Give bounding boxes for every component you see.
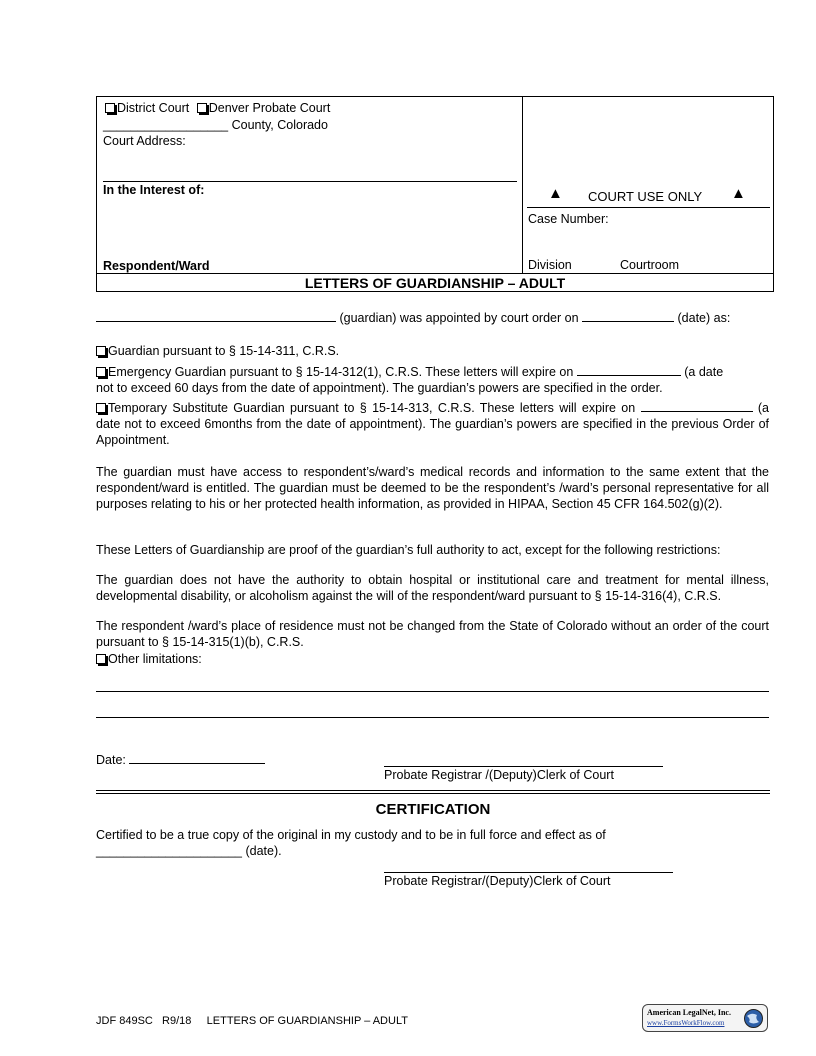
certification-signature-line[interactable] — [384, 872, 673, 873]
option-guardian-label: Guardian pursuant to § 15-14-311, C.R.S. — [108, 344, 340, 358]
signature-label: Probate Registrar /(Deputy)Clerk of Court — [384, 768, 614, 782]
appointment-date-text: (date) as: — [677, 311, 731, 325]
certification-title: CERTIFICATION — [375, 801, 491, 818]
caption-box — [96, 96, 774, 292]
logo-url: www.FormsWorkFlow.com — [647, 1019, 725, 1027]
hipaa-paragraph: The guardian must have access to respondent’s/ward’s medical records and information to the same extent that the respondent/ward is entitled. The guardian must be deemed to be the respondent’s /ward’s personal representative for all purposes relating to his or her protected health information, as provided in HIPAA, Section 45 CFR 164.502(g)(2). — [96, 465, 769, 511]
option-emergency-date-hint: (a date — [684, 365, 724, 379]
district-court-checkbox[interactable] — [105, 103, 115, 113]
certification-signature-label: Probate Registrar/(Deputy)Clerk of Court — [384, 874, 611, 888]
form-id: JDF 849SC R9/18 LETTERS OF GUARDIANSHIP – ADULT — [96, 1015, 408, 1027]
court-use-rule — [527, 207, 770, 208]
residence-paragraph: The respondent /ward’s place of residence must not be changed from the State of Colorado without an order of the court pursuant to § 15-14-315(1)(b), C.R.S. — [96, 619, 769, 649]
option-temporary-line2: (a date not to exceed 6months from the date of appointment). The guardian’s powers are specified in the previous Order of Appointment. — [96, 401, 770, 447]
certification-date-field[interactable]: _____________________ (date). — [96, 844, 282, 858]
case-number-label: Case Number: — [528, 212, 609, 226]
guardian-checkbox[interactable] — [96, 346, 106, 356]
emergency-expire-field[interactable] — [577, 364, 681, 376]
option-guardian — [96, 344, 339, 358]
proof-paragraph: These Letters of Guardianship are proof of the guardian’s full authority to act, except for the following restrictions: — [96, 543, 721, 557]
temporary-expire-field[interactable] — [641, 400, 753, 412]
section-rule-bottom — [96, 793, 770, 794]
court-use-only-label: COURT USE ONLY — [588, 189, 703, 204]
limitations-line-1[interactable] — [96, 691, 769, 692]
american-legalnet-logo — [642, 1004, 768, 1032]
denver-probate-court-label: Denver Probate Court — [208, 101, 331, 115]
caption-divider — [522, 97, 523, 273]
court-type-row — [105, 101, 330, 115]
court-use-arrow-right-icon: ▲ — [731, 185, 746, 202]
date-row — [96, 752, 265, 767]
appointment-guardian-text: (guardian) was appointed by court order on — [339, 311, 579, 325]
form-title: LETTERS OF GUARDIANSHIP – ADULT — [304, 275, 566, 291]
title-rule — [97, 273, 773, 274]
appointment-line — [96, 310, 730, 325]
county-line: __________________ County, Colorado — [103, 118, 328, 132]
division-label: Division — [528, 258, 572, 272]
appointment-date-field[interactable] — [582, 310, 674, 322]
option-temporary-line1: Temporary Substitute Guardian pursuant to § 15-14-313, C.R.S. These letters will expire on — [108, 401, 636, 415]
option-emergency-line1: Emergency Guardian pursuant to § 15-14-312(1), C.R.S. These letters will expire on — [108, 365, 574, 379]
courtroom-label: Courtroom — [620, 258, 680, 272]
date-label: Date: — [96, 753, 126, 767]
globe-icon — [743, 1008, 764, 1029]
other-limitations-label: Other limitations: — [108, 652, 202, 666]
court-use-arrow-left-icon: ▲ — [548, 185, 563, 202]
court-address-rule — [103, 181, 517, 182]
section-rule-top — [96, 790, 770, 791]
certification-text: Certified to be a true copy of the original in my custody and to be in full force and effect as of — [96, 828, 606, 842]
respondent-ward-label: Respondent/Ward — [103, 259, 210, 273]
emergency-guardian-checkbox[interactable] — [96, 367, 106, 377]
court-address-label: Court Address: — [103, 134, 186, 148]
temporary-guardian-checkbox[interactable] — [96, 403, 106, 413]
authority-paragraph: The guardian does not have the authority to obtain hospital or institutional care and treatment for mental illness, developmental disability, or alcoholism against the will of the respondent/ward pursuant to § 15-14-316(4), C.R.S. — [96, 573, 769, 603]
logo-name: American LegalNet, Inc. — [647, 1008, 731, 1017]
in-the-interest-of-label: In the Interest of: — [103, 183, 205, 197]
signature-line[interactable] — [384, 766, 663, 767]
option-emergency — [96, 364, 769, 396]
district-court-label: District Court — [117, 101, 190, 115]
limitations-line-2[interactable] — [96, 717, 769, 718]
denver-probate-court-checkbox[interactable] — [197, 103, 207, 113]
other-limitations-checkbox[interactable] — [96, 654, 106, 664]
option-emergency-line2: not to exceed 60 days from the date of appointment). The guardian’s powers are specified in the order. — [96, 381, 663, 395]
date-field[interactable] — [129, 752, 265, 764]
option-temporary — [96, 400, 769, 448]
other-limitations — [96, 652, 202, 666]
guardian-name-field[interactable] — [96, 310, 336, 322]
